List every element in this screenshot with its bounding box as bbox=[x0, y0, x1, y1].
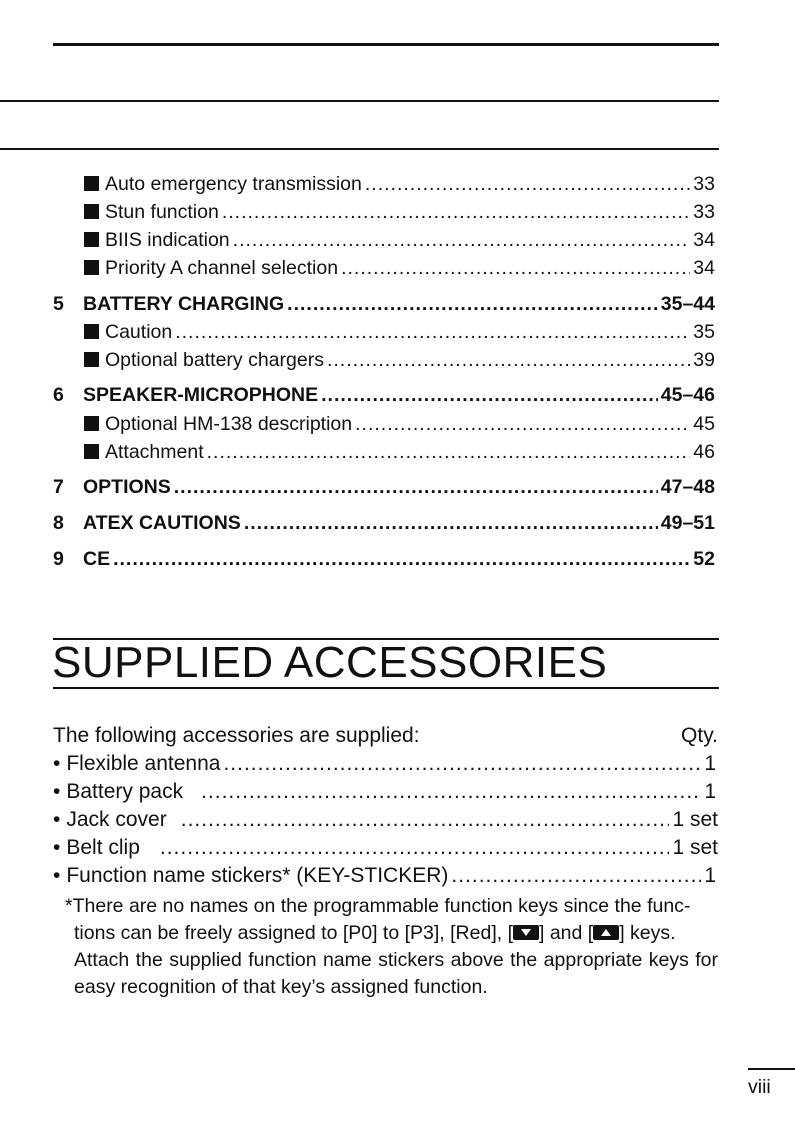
accessory-qty: 1 bbox=[704, 752, 716, 775]
toc-entry-label: BIIS indication bbox=[105, 229, 230, 251]
toc-chapter[interactable] bbox=[53, 548, 715, 571]
accessories-intro: The following accessories are supplied: bbox=[53, 724, 420, 747]
toc-entry-label: Attachment bbox=[105, 441, 204, 463]
toc-chapter-label: SPEAKER-MICROPHONE bbox=[83, 384, 319, 406]
toc-entry-page: 35 bbox=[693, 321, 715, 343]
toc-entry-page: 46 bbox=[693, 441, 715, 463]
toc-chapter[interactable] bbox=[53, 384, 715, 407]
qty-header: Qty. bbox=[681, 724, 718, 747]
accessory-qty: 1 bbox=[704, 780, 716, 803]
toc-entry-label: Stun function bbox=[105, 201, 219, 223]
page-number-rule bbox=[748, 1068, 795, 1070]
down-key-icon bbox=[513, 925, 539, 940]
up-key-icon bbox=[593, 925, 619, 940]
square-bullet-icon bbox=[84, 232, 99, 247]
toc-entry[interactable] bbox=[53, 349, 715, 372]
square-bullet-icon bbox=[84, 324, 99, 339]
accessory-label: Belt clip bbox=[66, 836, 140, 859]
accessory-qty: 1 bbox=[704, 864, 716, 887]
footnote-line3: Attach the supplied function name stickers above the appropriate keys for easy recognition of that key’s assigned function. bbox=[74, 949, 718, 998]
toc-chapter[interactable] bbox=[53, 476, 715, 499]
square-bullet-icon bbox=[84, 204, 99, 219]
toc-entry[interactable] bbox=[53, 413, 715, 436]
top-rule-thick bbox=[53, 43, 719, 46]
toc-chapter-number: 8 bbox=[53, 512, 64, 534]
top-rule-2 bbox=[0, 100, 719, 102]
accessories-header bbox=[53, 724, 718, 748]
toc-chapter-number: 7 bbox=[53, 476, 64, 498]
square-bullet-icon bbox=[84, 260, 99, 275]
square-bullet-icon bbox=[84, 176, 99, 191]
toc-chapter-page: 52 bbox=[693, 548, 715, 570]
toc-chapter[interactable] bbox=[53, 512, 715, 535]
accessory-label: Battery pack bbox=[66, 780, 184, 803]
toc-chapter-number: 6 bbox=[53, 384, 64, 406]
toc-chapter-page: 47–48 bbox=[660, 476, 715, 498]
toc-chapter-label: ATEX CAUTIONS bbox=[83, 512, 241, 534]
toc-entry-page: 34 bbox=[693, 257, 715, 279]
toc-chapter-page: 49–51 bbox=[660, 512, 715, 534]
toc-entry-label: Priority A channel selection bbox=[105, 257, 339, 279]
accessory-qty: 1 set bbox=[672, 836, 718, 859]
toc-entry-page: 34 bbox=[693, 229, 715, 251]
toc-entry[interactable] bbox=[53, 229, 715, 252]
toc-entry-label: Optional HM-138 description bbox=[105, 413, 353, 435]
accessory-item: • Flexible antenna ..... 1 bbox=[53, 752, 718, 776]
toc-chapter-label: CE bbox=[83, 548, 111, 570]
toc-entry[interactable] bbox=[53, 173, 715, 196]
toc-entry-page: 39 bbox=[693, 349, 715, 371]
accessory-qty: 1 set bbox=[672, 808, 718, 831]
accessory-item: • Belt clip ..... 1 set bbox=[53, 836, 718, 860]
toc-chapter-label: BATTERY CHARGING bbox=[83, 293, 285, 315]
accessory-label: Function name stickers* (KEY-STICKER) bbox=[66, 864, 449, 887]
toc-entry[interactable] bbox=[53, 257, 715, 280]
toc-chapter-page: 45–46 bbox=[660, 384, 715, 406]
page-number: viii bbox=[748, 1076, 771, 1098]
toc-entry-label: Optional battery chargers bbox=[105, 349, 324, 371]
toc-chapter[interactable] bbox=[53, 293, 715, 316]
toc-entry[interactable] bbox=[53, 201, 715, 224]
toc-entry-page: 45 bbox=[693, 413, 715, 435]
section-title: SUPPLIED ACCESSORIES bbox=[52, 638, 608, 687]
toc-entry-label: Auto emergency transmission bbox=[105, 173, 362, 195]
accessory-label: Jack cover bbox=[66, 808, 167, 831]
accessory-label: Flexible antenna bbox=[66, 752, 221, 775]
toc-entry-page: 33 bbox=[693, 201, 715, 223]
toc-entry[interactable] bbox=[53, 441, 715, 464]
square-bullet-icon bbox=[84, 352, 99, 367]
section-rule-bottom bbox=[53, 687, 719, 689]
accessory-item: • Jack cover ..... 1 set bbox=[53, 808, 718, 832]
footnote-line1: *There are no names on the programmable function keys since the func- bbox=[65, 895, 691, 917]
toc-entry[interactable] bbox=[53, 321, 715, 344]
square-bullet-icon bbox=[84, 444, 99, 459]
toc-entry-label: Caution bbox=[105, 321, 173, 343]
toc-chapter-number: 5 bbox=[53, 293, 64, 315]
toc-chapter-number: 9 bbox=[53, 548, 64, 570]
top-rule-3 bbox=[0, 148, 719, 150]
toc-chapter-label: OPTIONS bbox=[83, 476, 171, 498]
square-bullet-icon bbox=[84, 416, 99, 431]
accessory-item: • Battery pack ..... 1 bbox=[53, 780, 718, 804]
accessory-item: • Function name stickers* (KEY-STICKER) ..... 1 bbox=[53, 864, 718, 888]
footnote-line2: tions can be freely assigned to [P0] to [P3], [Red], [ ] and [ ] keys. bbox=[74, 922, 676, 944]
toc-entry-page: 33 bbox=[693, 173, 715, 195]
footnote bbox=[53, 893, 718, 1001]
toc-chapter-page: 35–44 bbox=[660, 293, 715, 315]
